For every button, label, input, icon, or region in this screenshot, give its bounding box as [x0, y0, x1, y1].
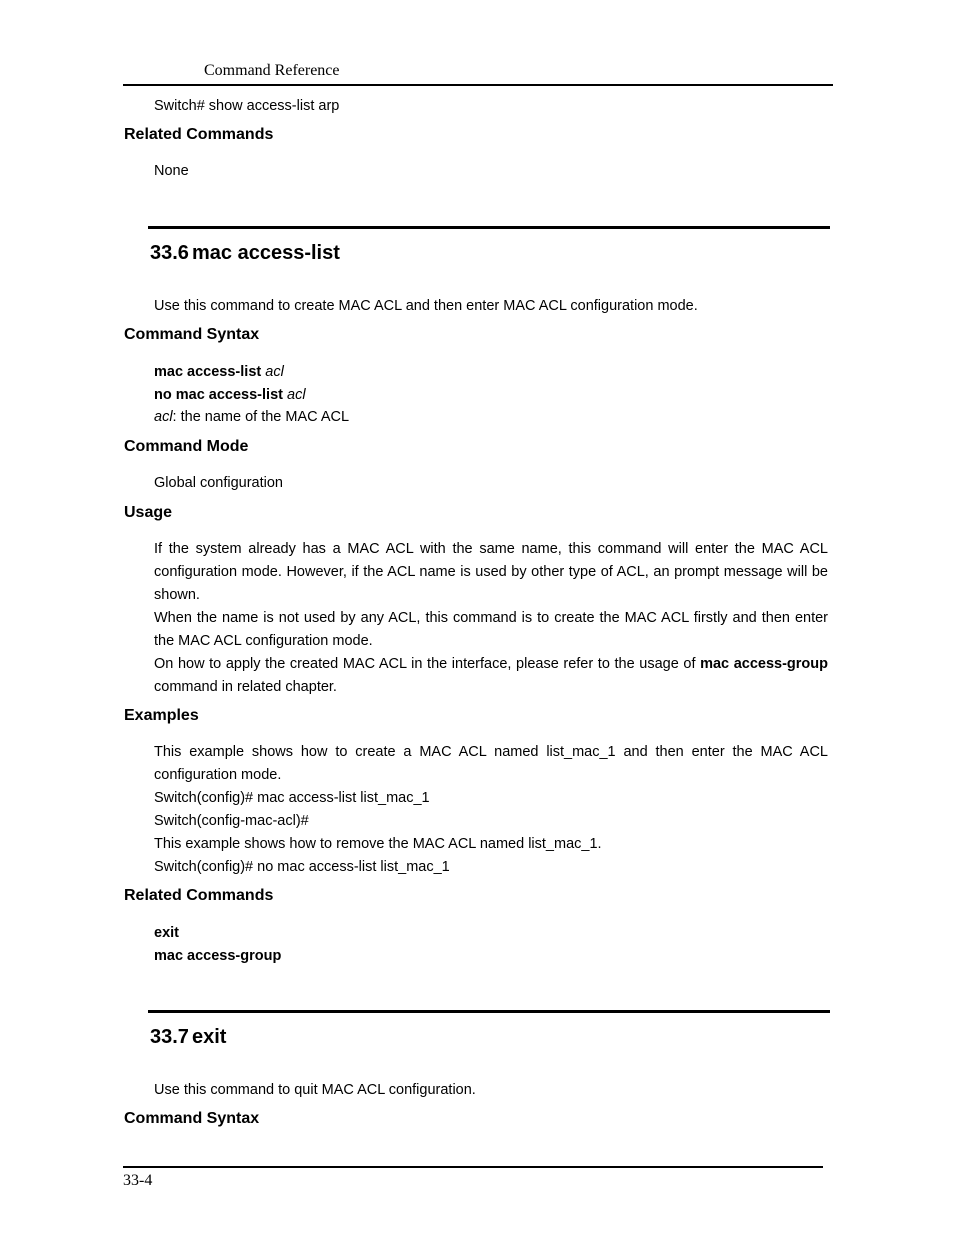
section-heading-33-6 [150, 242, 340, 265]
parameter-description [154, 406, 828, 429]
section-title: mac access-list [192, 242, 340, 264]
usage-paragraph-2: When the name is not used by any ACL, this command is to create the MAC ACL firstly and then enter the MAC ACL configuration mode. [154, 610, 828, 649]
section-intro: Use this command to quit MAC ACL configuration. [154, 1082, 476, 1098]
section-intro: Use this command to create MAC ACL and then enter MAC ACL configuration mode. [154, 298, 698, 314]
usage-text: On how to apply the created MAC ACL in the interface, please refer to the usage of [154, 656, 701, 672]
related-commands-text: None [154, 163, 189, 179]
parameter-text: : the name of the MAC ACL [172, 409, 350, 425]
syntax-command: no mac access-list [154, 387, 283, 403]
command-mode-heading: Command Mode [124, 438, 249, 455]
command-syntax-heading: Command Syntax [124, 1110, 260, 1127]
section-rule [148, 1010, 830, 1013]
syntax-line-2 [154, 384, 828, 407]
related-command-item [154, 922, 828, 945]
section-number: 33.7 [150, 1026, 189, 1048]
examples-heading: Examples [124, 707, 199, 724]
section-rule [148, 226, 830, 229]
parameter-name: acl [154, 409, 173, 425]
usage-command-ref: mac access-group [700, 656, 828, 672]
usage-paragraph-1: If the system already has a MAC ACL with the same name, this command will enter the MAC ACL configuration mode. However, if the ACL name is used by other type of ACL, an prompt message will be shown. [154, 541, 828, 603]
related-commands-heading: Related Commands [124, 887, 274, 904]
related-command-item [154, 945, 828, 968]
running-header-title: Command Reference [204, 62, 340, 79]
section-number: 33.6 [150, 242, 189, 264]
header-rule [123, 84, 833, 86]
syntax-line-1 [154, 361, 828, 384]
related-command-exit: exit [154, 925, 179, 941]
related-commands-heading: Related Commands [124, 126, 274, 143]
command-mode-text: Global configuration [154, 475, 283, 491]
usage-text-end: command in related chapter. [154, 679, 337, 695]
example-command-2: Switch(config-mac-acl)# [154, 813, 309, 829]
example-command-1: Switch(config)# mac access-list list_mac_1 [154, 790, 430, 806]
example-command-3: Switch(config)# no mac access-list list_mac_1 [154, 859, 450, 875]
related-command-mac-access-group: mac access-group [154, 948, 282, 964]
usage-paragraph-3 [154, 653, 828, 699]
syntax-argument: acl [265, 364, 284, 380]
example-paragraph-1: This example shows how to create a MAC ACL named list_mac_1 and then enter the MAC ACL configuration mode. [154, 744, 828, 783]
section-title: exit [192, 1026, 227, 1048]
section-heading-33-7 [150, 1026, 226, 1049]
example-command-line: Switch# show access-list arp [154, 98, 340, 114]
syntax-argument: acl [287, 387, 306, 403]
command-syntax-heading: Command Syntax [124, 326, 260, 343]
usage-heading: Usage [124, 504, 173, 521]
footer-rule [123, 1166, 823, 1168]
page-number: 33-4 [123, 1172, 153, 1189]
syntax-command: mac access-list [154, 364, 262, 380]
example-paragraph-2: This example shows how to remove the MAC ACL named list_mac_1. [154, 836, 602, 852]
